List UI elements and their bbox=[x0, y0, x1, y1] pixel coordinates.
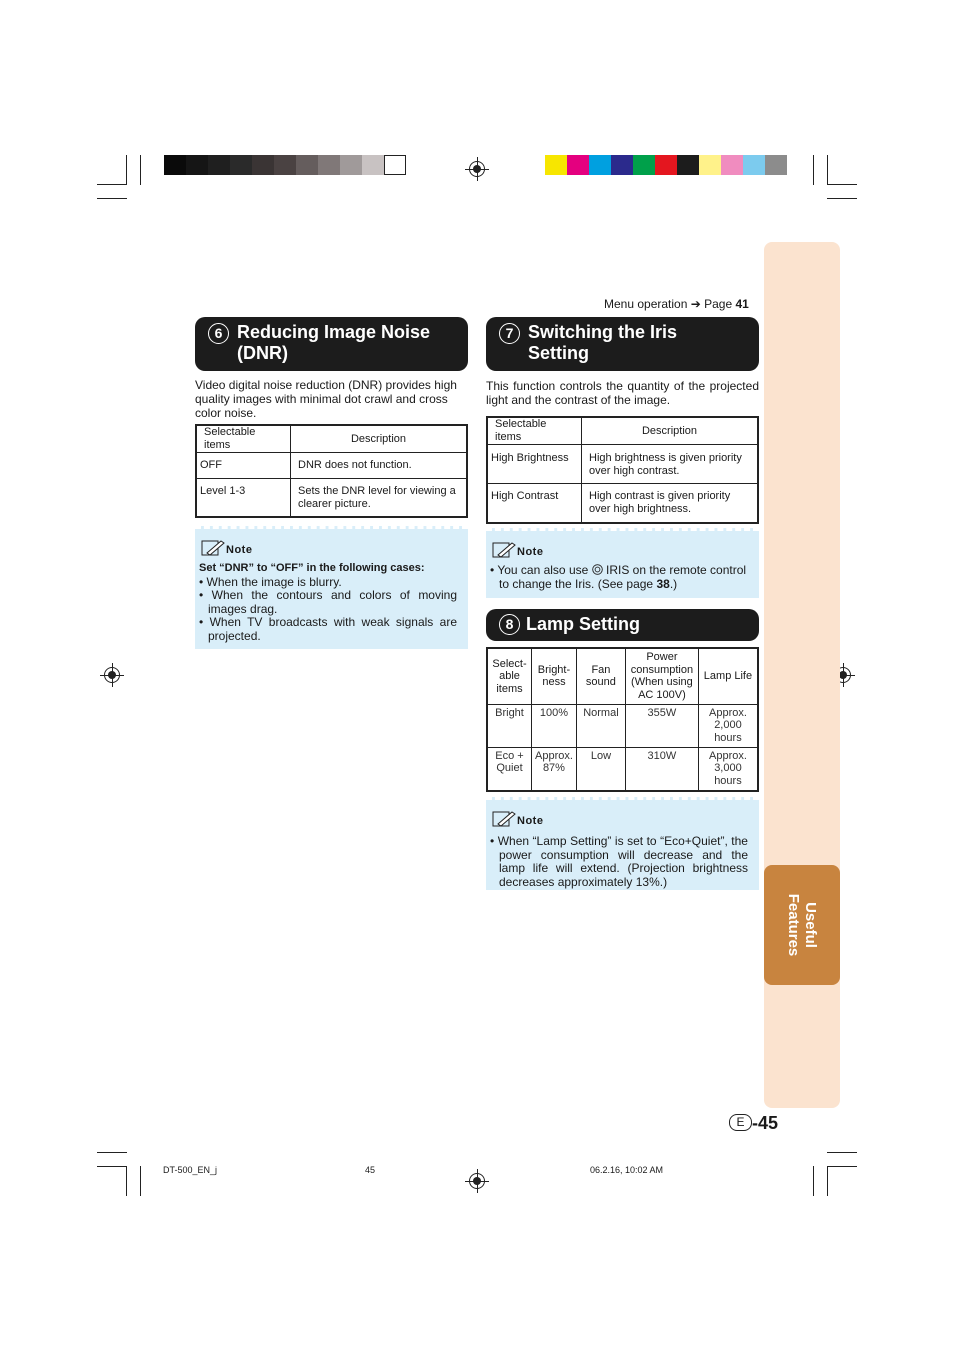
table-header: Description bbox=[582, 417, 759, 445]
crop-mark bbox=[97, 1152, 127, 1153]
color-swatch bbox=[721, 155, 743, 175]
registration-mark-icon bbox=[469, 161, 485, 177]
table-cell: Level 1-3 bbox=[196, 479, 291, 517]
table-cell: Bright bbox=[487, 704, 532, 747]
table-row bbox=[487, 648, 758, 704]
menu-ref-page: 41 bbox=[735, 297, 749, 311]
color-swatch bbox=[545, 155, 567, 175]
menu-ref-text: Menu operation ➔ Page bbox=[604, 297, 736, 311]
bullet-text: When the contours and colors of moving images drag. bbox=[208, 588, 457, 616]
side-tab-label bbox=[785, 894, 819, 957]
table-header: Selectable items bbox=[487, 417, 582, 445]
table-header: Selectable items bbox=[196, 425, 291, 453]
color-swatch bbox=[186, 155, 208, 175]
color-swatch bbox=[340, 155, 362, 175]
iris-note-text-b: IRIS on the remote control to change the Iris. (See page bbox=[499, 563, 747, 591]
table-cell: High contrast is given priority over high brightness. bbox=[582, 484, 759, 523]
iris-table bbox=[486, 416, 759, 524]
section-number-icon: 8 bbox=[499, 614, 520, 635]
color-swatch bbox=[252, 155, 274, 175]
color-swatch bbox=[296, 155, 318, 175]
table-header: Select- able items bbox=[487, 648, 532, 704]
footer-file: DT-500_EN_j bbox=[163, 1165, 218, 1175]
iris-title bbox=[528, 322, 677, 364]
table-row bbox=[487, 417, 758, 445]
table-row bbox=[487, 445, 758, 484]
crop-mark bbox=[97, 198, 127, 199]
table-header: Lamp Life bbox=[698, 648, 758, 704]
crop-mark bbox=[827, 1152, 857, 1153]
note-label: Note bbox=[517, 815, 544, 827]
table-cell: Approx. 87% bbox=[532, 747, 577, 791]
dnr-table bbox=[195, 424, 468, 518]
color-swatch bbox=[318, 155, 340, 175]
crop-mark bbox=[813, 1166, 814, 1196]
color-swatch bbox=[633, 155, 655, 175]
color-swatch bbox=[164, 155, 186, 175]
dnr-note-box bbox=[195, 526, 468, 649]
table-cell: 100% bbox=[532, 704, 577, 747]
color-swatch bbox=[699, 155, 721, 175]
crop-mark bbox=[126, 1166, 127, 1196]
table-row bbox=[487, 484, 758, 523]
crop-mark bbox=[827, 198, 857, 199]
footer-page: 45 bbox=[365, 1165, 376, 1175]
crop-mark bbox=[126, 155, 127, 185]
registration-mark-icon bbox=[104, 667, 120, 683]
color-swatch bbox=[589, 155, 611, 175]
dnr-note-lead: Set “DNR” to “OFF” in the following cases: bbox=[199, 562, 425, 574]
color-swatch bbox=[274, 155, 296, 175]
color-swatch bbox=[677, 155, 699, 175]
bullet-text: When the image is blurry. bbox=[206, 574, 342, 589]
iris-title-line2: Setting bbox=[528, 343, 589, 363]
color-swatch bbox=[567, 155, 589, 175]
table-header: Power consumption (When using AC 100V) bbox=[625, 648, 698, 704]
iris-note-body: • You can also use IRIS on the remote control to change the Iris. (See page 38.) bbox=[490, 563, 747, 591]
pencil-note-icon bbox=[201, 539, 225, 557]
iris-note-text-a: You can also use bbox=[497, 563, 589, 577]
pencil-note-icon bbox=[492, 541, 516, 559]
table-cell: Sets the DNR level for viewing a clearer picture. bbox=[291, 479, 468, 517]
bullet-text: When TV broadcasts with weak signals are projected. bbox=[208, 615, 457, 643]
color-swatch bbox=[384, 155, 406, 175]
crop-mark bbox=[140, 1166, 141, 1196]
table-row bbox=[196, 479, 467, 517]
list-item: • When TV broadcasts with weak signals are projected. bbox=[199, 615, 457, 643]
iris-note-box bbox=[486, 528, 759, 598]
color-swatch bbox=[230, 155, 252, 175]
color-swatch bbox=[743, 155, 765, 175]
crop-mark bbox=[827, 1166, 857, 1167]
footer-timestamp: 06.2.16, 10:02 AM bbox=[590, 1165, 664, 1175]
page-number-value: -45 bbox=[752, 1113, 779, 1133]
table-cell: 310W bbox=[625, 747, 698, 791]
color-swatch bbox=[765, 155, 787, 175]
iris-section-header bbox=[486, 317, 759, 371]
note-label: Note bbox=[517, 546, 544, 558]
iris-intro: This function controls the quantity of the projected light and the contrast of the image. bbox=[486, 379, 759, 407]
table-cell: OFF bbox=[196, 453, 291, 479]
section-number-icon: 7 bbox=[499, 323, 520, 344]
crop-mark bbox=[813, 155, 814, 185]
table-cell: Normal bbox=[576, 704, 625, 747]
table-header: Description bbox=[291, 425, 468, 453]
crop-mark bbox=[827, 1166, 828, 1196]
table-cell: High brightness is given priority over high contrast. bbox=[582, 445, 759, 484]
dnr-title bbox=[237, 322, 430, 364]
note-label: Note bbox=[226, 544, 253, 556]
dnr-title-line2: (DNR) bbox=[237, 343, 288, 363]
page-letter-icon: E bbox=[729, 1114, 752, 1131]
pencil-note-icon bbox=[492, 810, 516, 828]
color-swatch bbox=[208, 155, 230, 175]
dnr-title-line1: Reducing Image Noise bbox=[237, 322, 431, 342]
lamp-table bbox=[486, 647, 759, 792]
list-item: • When the contours and colors of moving images drag. bbox=[199, 588, 457, 616]
table-cell: High Brightness bbox=[487, 445, 582, 484]
crop-mark bbox=[97, 184, 127, 185]
color-swatch bbox=[655, 155, 677, 175]
table-header: Fan sound bbox=[576, 648, 625, 704]
lamp-note-text: When “Lamp Setting” is set to “Eco+Quiet”, the power consumption will decrease and the lamp life will extend. (Projection brightness decreases approximately 13%.) bbox=[497, 834, 748, 889]
side-tab-label-line1: Useful bbox=[802, 902, 819, 948]
iris-button-icon bbox=[592, 564, 603, 575]
list-item: • When the image is blurry. bbox=[199, 574, 342, 589]
lamp-note-body: • When “Lamp Setting” is set to “Eco+Quiet”, the power consumption will decrease and the lamp life will extend. (Projection brightness decreases approximately 13%.) bbox=[490, 834, 748, 889]
lamp-section-header bbox=[486, 609, 759, 641]
dnr-note-body bbox=[199, 562, 457, 643]
table-row bbox=[196, 453, 467, 479]
color-swatch bbox=[362, 155, 384, 175]
table-row bbox=[487, 747, 758, 791]
table-row bbox=[196, 425, 467, 453]
lamp-title: Lamp Setting bbox=[526, 614, 641, 634]
crop-mark bbox=[827, 184, 857, 185]
crop-mark bbox=[97, 1166, 127, 1167]
table-cell: High Contrast bbox=[487, 484, 582, 523]
table-cell: DNR does not function. bbox=[291, 453, 468, 479]
table-row bbox=[487, 704, 758, 747]
registration-mark-icon bbox=[469, 1173, 485, 1189]
section-number-icon: 6 bbox=[208, 323, 229, 344]
side-tab-label-line2: Features bbox=[785, 893, 802, 957]
page-number bbox=[729, 1113, 778, 1133]
iris-note-page: 38 bbox=[656, 576, 670, 591]
lamp-note-box bbox=[486, 797, 759, 890]
table-cell: Approx. 3,000 hours bbox=[698, 747, 758, 791]
dnr-intro: Video digital noise reduction (DNR) provides high quality images with minimal dot crawl and cross color noise. bbox=[195, 378, 457, 420]
iris-title-line1: Switching the Iris bbox=[528, 322, 678, 342]
crop-mark bbox=[827, 155, 828, 185]
table-cell: Eco + Quiet bbox=[487, 747, 532, 791]
table-header: Bright- ness bbox=[532, 648, 577, 704]
table-cell: Low bbox=[576, 747, 625, 791]
iris-note-tail: .) bbox=[669, 576, 678, 591]
menu-operation-ref bbox=[604, 297, 749, 311]
table-cell: 355W bbox=[625, 704, 698, 747]
table-cell: Approx. 2,000 hours bbox=[698, 704, 758, 747]
crop-mark bbox=[140, 155, 141, 185]
color-swatch bbox=[611, 155, 633, 175]
dnr-section-header bbox=[195, 317, 468, 371]
